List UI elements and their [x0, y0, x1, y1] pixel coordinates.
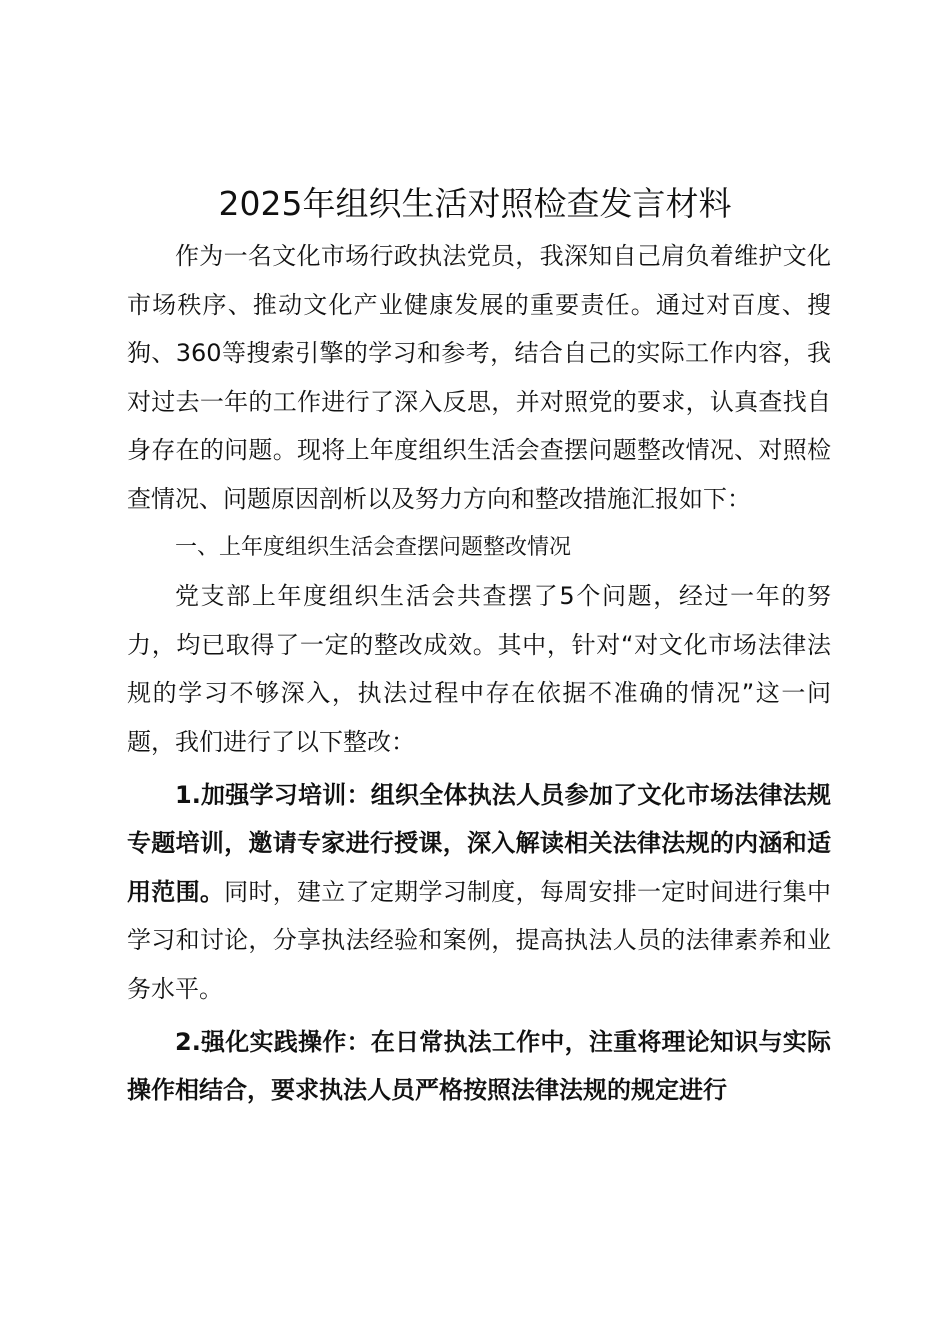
measure-2-paragraph: 2.强化实践操作：在日常执法工作中，注重将理论知识与实际操作相结合，要求执法人员严格按照法律法规的规定进行 — [127, 1027, 831, 1105]
measure-1-paragraph — [127, 771, 831, 1014]
rectification-paragraph: 党支部上年度组织生活会共查摆了5个问题，经过一年的努力，均已取得了一定的整改成效。其中，针对“对文化市场法律法规的学习不够深入，执法过程中存在依据不准确的情况”这一问题，我们进行了以下整改： — [127, 582, 831, 756]
measure-1-rest: 同时，建立了定期学习制度，每周安排一定时间进行集中学习和讨论，分享执法经验和案例，提高执法人员的法律素养和业务水平。 — [127, 877, 832, 1003]
intro-paragraph: 作为一名文化市场行政执法党员，我深知自己肩负着维护文化市场秩序、推动文化产业健康发展的重要责任。通过对百度、搜狗、360等搜索引擎的学习和参考，结合自己的实际工作内容，我对过去一年的工作进行了深入反思，并对照党的要求，认真查找自身存在的问题。现将上年度组织生活会查摆问题整改情况、对照检查情况、问题原因剖析以及努力方向和整改措施汇报如下： — [127, 242, 831, 513]
section-heading-1: 一、上年度组织生活会查摆问题整改情况 — [175, 534, 572, 560]
document-title: 2025年组织生活对照检查发言材料 — [218, 184, 732, 223]
measure-1-lead: 1.加强学习培训：组织全体执法人员参加了文化市场法律法规专题培训，邀请专家进行授课，深入解读相关法律法规的内涵和适用范围。 — [127, 780, 831, 906]
document-body — [127, 232, 831, 1115]
